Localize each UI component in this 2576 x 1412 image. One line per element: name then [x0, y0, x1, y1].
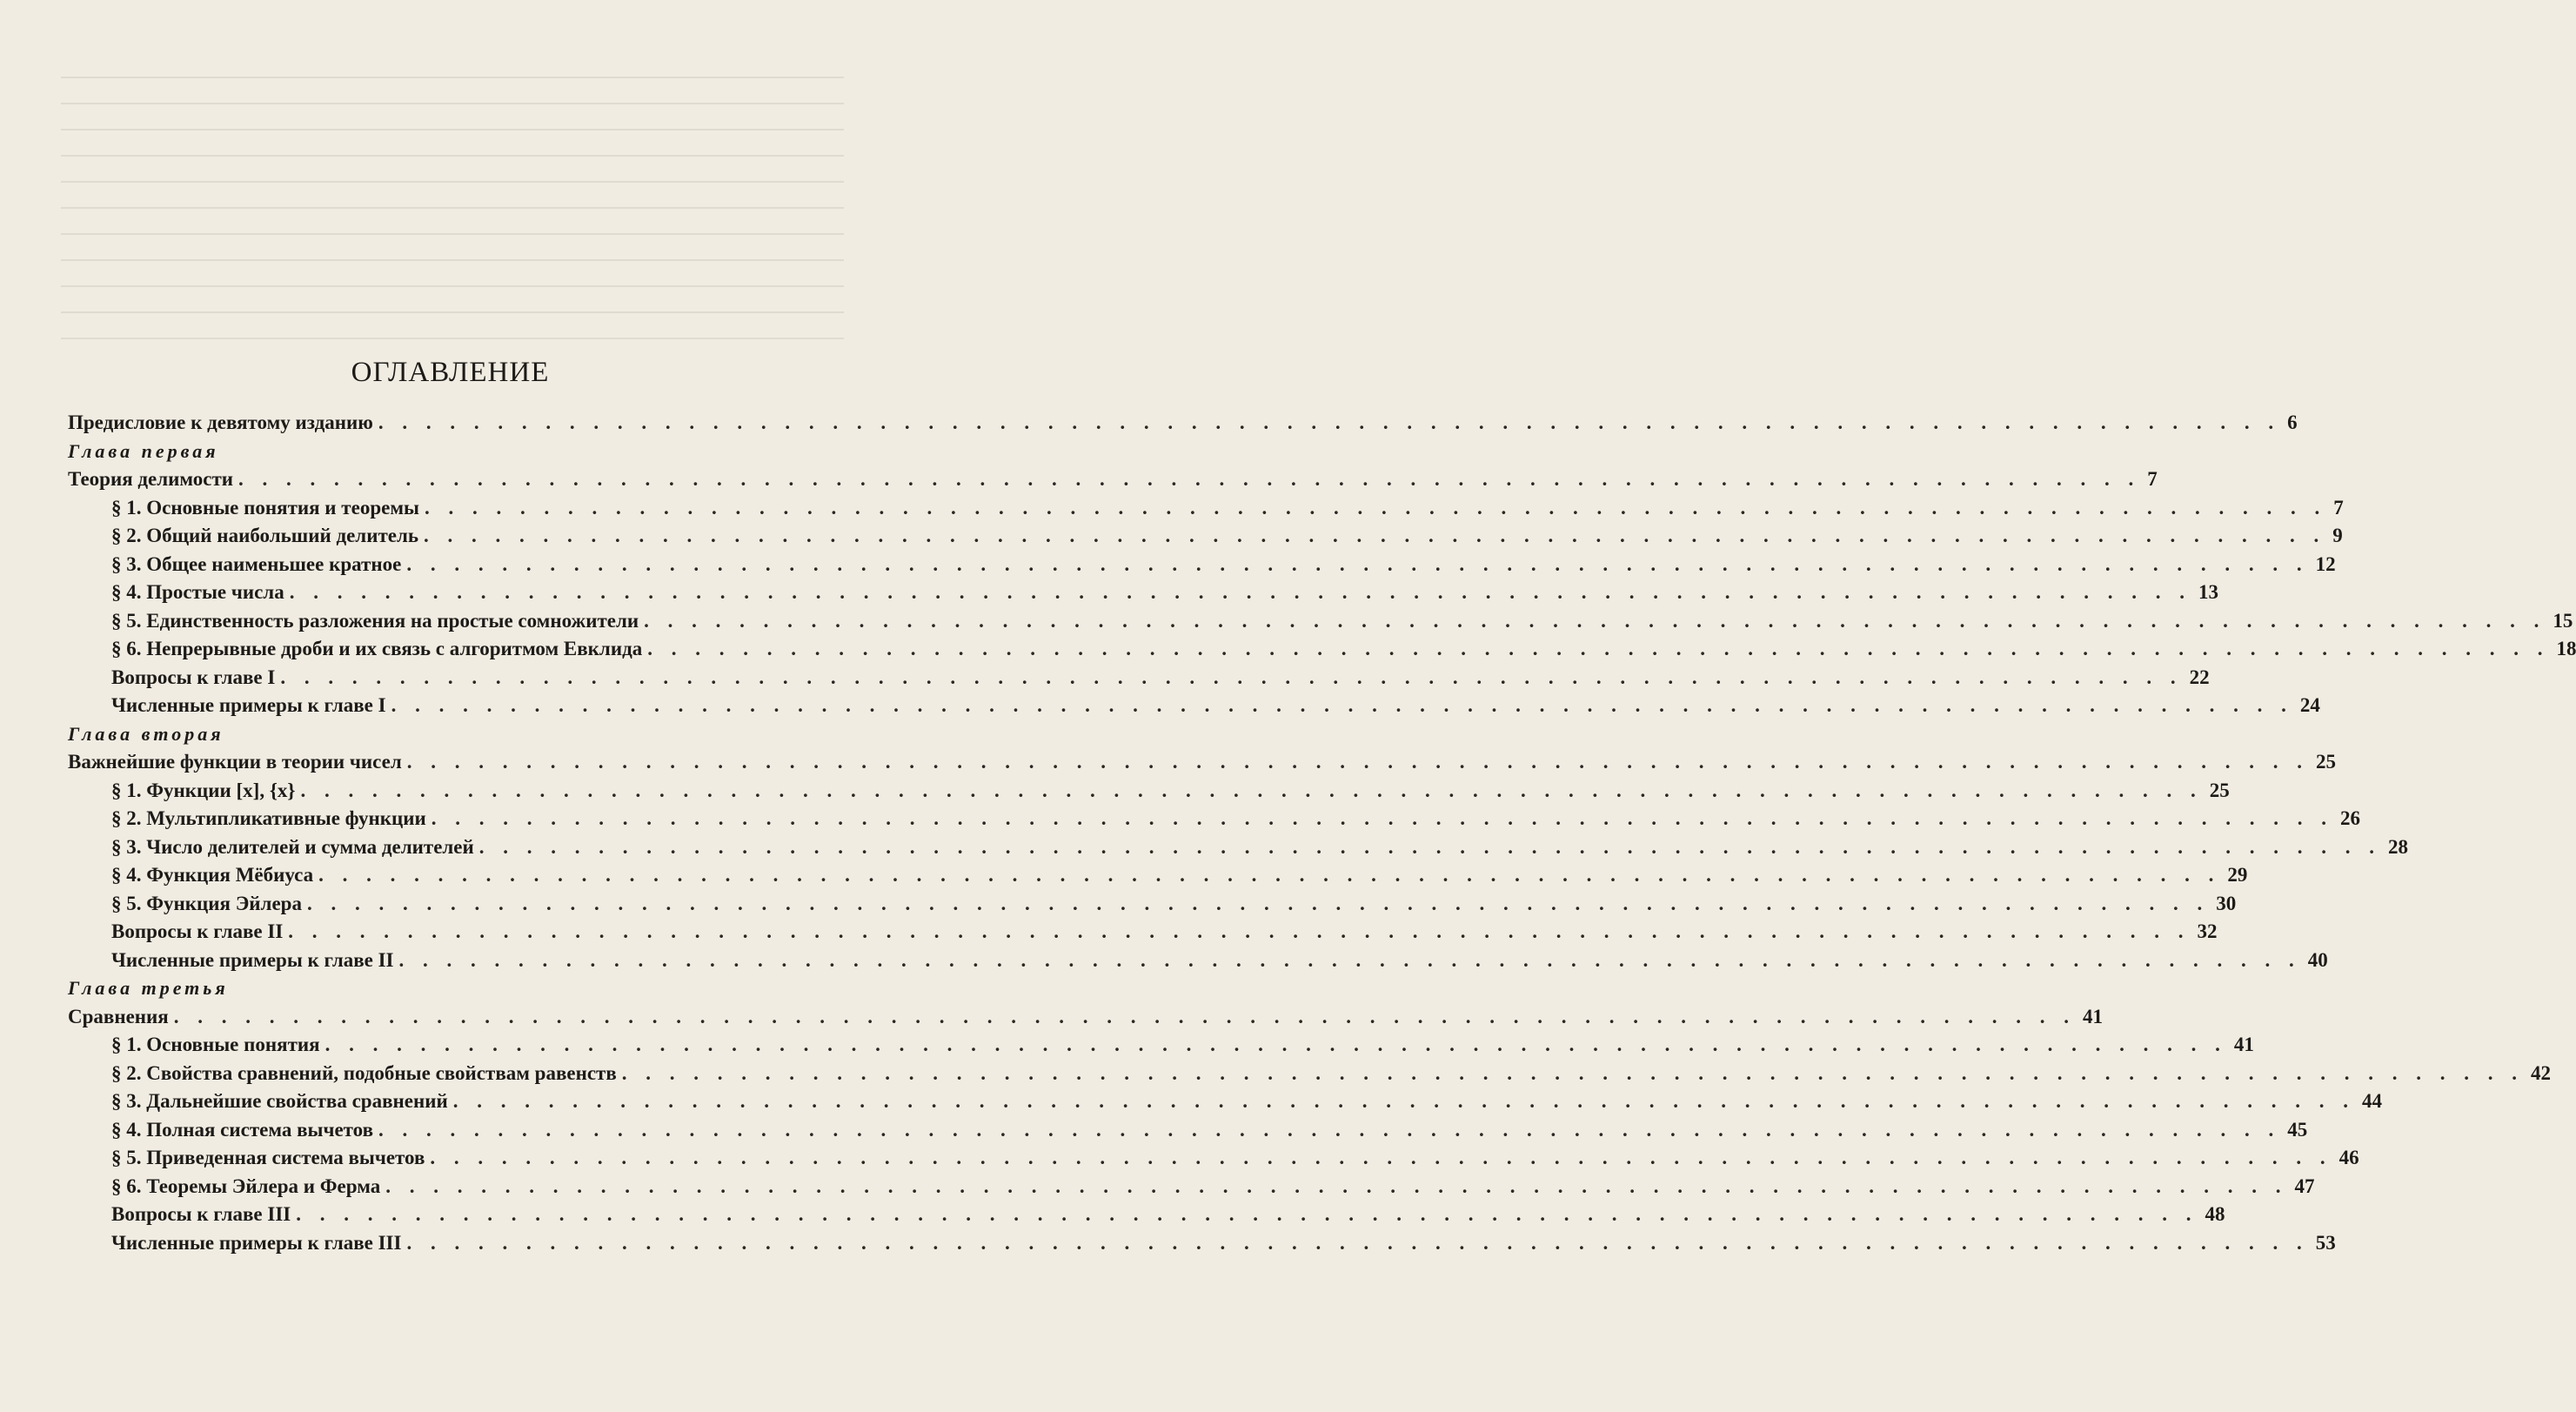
toc-entry — [68, 409, 2298, 438]
entry-title: Сравнения — [68, 1003, 174, 1032]
dot-leader: . . . . . . . . . . . . . . . . . . . . . . . . . . . . . . . . . . . . . . . . . . . . . . . . . . . . . . . . . . . . . . . . . . . . . . . . . . . . . . . . — [398, 948, 2301, 971]
toc-subentry — [68, 1060, 2551, 1088]
toc-subentry — [68, 777, 2230, 806]
entry-title: § 6. Теоремы Эйлера и Ферма — [111, 1173, 385, 1201]
toc-subentry — [68, 805, 2361, 833]
entry-title: Предисловие к девятому изданию — [68, 409, 378, 438]
toc-subentry — [68, 947, 2328, 975]
dot-leader: . . . . . . . . . . . . . . . . . . . . . . . . . . . . . . . . . . . . . . . . . . . . . . . . . . . . . . . . . . . . . . . . . . . . . . . . . . . . . . . . — [621, 1061, 2524, 1084]
toc-subentry — [68, 1201, 2225, 1229]
dot-leader: . . . . . . . . . . . . . . . . . . . . . . . . . . . . . . . . . . . . . . . . . . . . . . . . . . . . . . . . . . . . . . . . . . . . . . . . . . . . . . . . — [318, 864, 2221, 886]
page-number: 7 — [2140, 465, 2158, 494]
dot-leader: . . . . . . . . . . . . . . . . . . . . . . . . . . . . . . . . . . . . . . . . . . . . . . . . . . . . . . . . . . . . . . . . . . . . . . . . . . . . . . . . — [430, 1147, 2332, 1168]
dot-leader: . . . . . . . . . . . . . . . . . . . . . . . . . . . . . . . . . . . . . . . . . . . . . . . . . . . . . . . . . . . . . . . . . . . . . . . . . . . . . . . . — [406, 751, 2310, 773]
dot-leader: . . . . . . . . . . . . . . . . . . . . . . . . . . . . . . . . . . . . . . . . . . . . . . . . . . . . . . . . . . . . . . . . . . . . . . . . . . . . . . . . — [288, 920, 2191, 942]
dot-leader: . . . . . . . . . . . . . . . . . . . . . . . . . . . . . . . . . . . . . . . . . . . . . . . . . . . . . . . . . . . . . . . . . . . . . . . . . . . . . . . . — [300, 779, 2203, 801]
toc-subentry — [68, 551, 2336, 579]
page-number: 48 — [2198, 1201, 2225, 1229]
page-number: 9 — [2325, 522, 2343, 551]
entry-title: Вопросы к главе III — [111, 1201, 296, 1229]
page-number: 40 — [2301, 947, 2328, 975]
dot-leader: . . . . . . . . . . . . . . . . . . . . . . . . . . . . . . . . . . . . . . . . . . . . . . . . . . . . . . . . . . . . . . . . . . . . . . . . . . . . . . . . — [296, 1203, 2198, 1225]
dot-leader: . . . . . . . . . . . . . . . . . . . . . . . . . . . . . . . . . . . . . . . . . . . . . . . . . . . . . . . . . . . . . . . . . . . . . . . . . . . . . . . . — [452, 1090, 2355, 1112]
dot-leader: . . . . . . . . . . . . . . . . . . . . . . . . . . . . . . . . . . . . . . . . . . . . . . . . . . . . . . . . . . . . . . . . . . . . . . . . . . . . . . . . — [289, 581, 2191, 603]
entry-title: § 6. Непрерывные дроби и их связь с алгоритмом Евклида — [111, 635, 647, 664]
entry-title: § 4. Функция Мёбиуса — [111, 861, 318, 890]
toc-subentry — [68, 635, 2576, 664]
page-number: 6 — [2280, 409, 2298, 438]
dot-leader: . . . . . . . . . . . . . . . . . . . . . . . . . . . . . . . . . . . . . . . . . . . . . . . . . . . . . . . . . . . . . . . . . . . . . . . . . . . . . . . . — [385, 1174, 2288, 1197]
entry-title: § 5. Функция Эйлера — [111, 890, 307, 919]
toc-subentry — [68, 607, 2573, 636]
entry-title: § 5. Единственность разложения на простые сомножители — [111, 607, 644, 636]
page-number: 45 — [2280, 1116, 2307, 1145]
page-number: 30 — [2209, 890, 2236, 919]
toc-subentry — [68, 579, 2218, 607]
toc-subentry — [68, 1116, 2308, 1145]
toc-subentry — [68, 918, 2218, 947]
page-number: 22 — [2183, 664, 2210, 693]
dot-leader: . . . . . . . . . . . . . . . . . . . . . . . . . . . . . . . . . . . . . . . . . . . . . . . . . . . . . . . . . . . . . . . . . . . . . . . . . . . . . . . . — [378, 412, 2281, 433]
page-number: 24 — [2293, 692, 2320, 720]
toc-subentry — [68, 861, 2248, 890]
toc-subentry — [68, 1031, 2254, 1060]
entry-title: Численные примеры к главе I — [111, 692, 391, 720]
dot-leader: . . . . . . . . . . . . . . . . . . . . . . . . . . . . . . . . . . . . . . . . . . . . . . . . . . . . . . . . . . . . . . . . . . . . . . . . . . . . . . . . — [378, 1118, 2281, 1141]
toc-subentry — [68, 1087, 2382, 1116]
entry-title: § 3. Общее наименьшее кратное — [111, 551, 406, 579]
entry-title: § 1. Функции [x], {x} — [111, 777, 300, 806]
toc-subentry — [68, 494, 2344, 523]
page-number: 28 — [2381, 833, 2408, 862]
bleed-through-text — [61, 52, 844, 383]
entry-title: Вопросы к главе I — [111, 664, 280, 693]
page-number: 26 — [2333, 805, 2360, 833]
dot-leader: . . . . . . . . . . . . . . . . . . . . . . . . . . . . . . . . . . . . . . . . . . . . . . . . . . . . . . . . . . . . . . . . . . . . . . . . . . . . . . . . — [325, 1034, 2227, 1055]
toc-subentry — [68, 522, 2343, 551]
page-number: 41 — [2076, 1003, 2103, 1032]
toc-subentry — [68, 1144, 2359, 1173]
page-number: 44 — [2355, 1087, 2382, 1116]
toc-subentry — [68, 692, 2320, 720]
page-number: 12 — [2309, 551, 2336, 579]
page-number: 41 — [2227, 1031, 2254, 1060]
toc-entry — [68, 465, 2158, 494]
entry-title: § 5. Приведенная система вычетов — [111, 1144, 430, 1173]
page-number: 47 — [2287, 1173, 2314, 1201]
page-number: 7 — [2326, 494, 2344, 523]
entry-title: § 3. Дальнейшие свойства сравнений — [111, 1087, 453, 1116]
chapter-heading: Глава третья — [68, 977, 229, 999]
toc-subentry — [68, 1229, 2336, 1258]
entry-title: Численные примеры к главе II — [111, 947, 399, 975]
entry-title: § 2. Свойства сравнений, подобные свойствам равенств — [111, 1060, 622, 1088]
entry-title: § 1. Основные понятия — [111, 1031, 325, 1060]
page-number: 13 — [2191, 579, 2218, 607]
entry-title: Теория делимости — [68, 465, 238, 494]
dot-leader: . . . . . . . . . . . . . . . . . . . . . . . . . . . . . . . . . . . . . . . . . . . . . . . . . . . . . . . . . . . . . . . . . . . . . . . . . . . . . . . . — [173, 1005, 2076, 1027]
toc-subentry — [68, 833, 2409, 862]
entry-title: Вопросы к главе II — [111, 918, 288, 947]
page-number: 25 — [2309, 748, 2336, 777]
entry-title: § 2. Общий наибольший делитель — [111, 522, 424, 551]
toc-entry — [68, 748, 2337, 777]
toc-entry — [68, 1003, 2103, 1032]
entry-title: § 3. Число делителей и сумма делителей — [111, 833, 479, 862]
chapter-heading: Глава первая — [68, 439, 219, 462]
page-number: 46 — [2332, 1144, 2359, 1173]
dot-leader: . . . . . . . . . . . . . . . . . . . . . . . . . . . . . . . . . . . . . . . . . . . . . . . . . . . . . . . . . . . . . . . . . . . . . . . . . . . . . . . . — [238, 468, 2141, 490]
entry-title: § 1. Основные понятия и теоремы — [111, 494, 425, 523]
entry-title: § 4. Полная система вычетов — [111, 1116, 378, 1145]
dot-leader: . . . . . . . . . . . . . . . . . . . . . . . . . . . . . . . . . . . . . . . . . . . . . . . . . . . . . . . . . . . . . . . . . . . . . . . . . . . . . . . . — [424, 496, 2327, 519]
entry-title: § 4. Простые числа — [111, 579, 290, 607]
dot-leader: . . . . . . . . . . . . . . . . . . . . . . . . . . . . . . . . . . . . . . . . . . . . . . . . . . . . . . . . . . . . . . . . . . . . . . . . . . . . . . . . — [478, 835, 2382, 858]
toc-subentry — [68, 1173, 2315, 1201]
page-number: 15 — [2546, 607, 2573, 636]
table-of-contents — [68, 409, 2576, 1257]
entry-title: Численные примеры к главе III — [111, 1229, 406, 1258]
entry-title: Важнейшие функции в теории чисел — [68, 748, 407, 777]
toc-subentry — [68, 890, 2237, 919]
page-number: 29 — [2220, 861, 2247, 890]
dot-leader: . . . . . . . . . . . . . . . . . . . . . . . . . . . . . . . . . . . . . . . . . . . . . . . . . . . . . . . . . . . . . . . . . . . . . . . . . . . . . . . . — [431, 807, 2334, 829]
page-title: ОГЛАВЛЕНИЕ — [351, 357, 550, 388]
dot-leader: . . . . . . . . . . . . . . . . . . . . . . . . . . . . . . . . . . . . . . . . . . . . . . . . . . . . . . . . . . . . . . . . . . . . . . . . . . . . . . . . — [644, 609, 2546, 632]
dot-leader: . . . . . . . . . . . . . . . . . . . . . . . . . . . . . . . . . . . . . . . . . . . . . . . . . . . . . . . . . . . . . . . . . . . . . . . . . . . . . . . . — [647, 638, 2550, 659]
page-number: 32 — [2191, 918, 2218, 947]
dot-leader: . . . . . . . . . . . . . . . . . . . . . . . . . . . . . . . . . . . . . . . . . . . . . . . . . . . . . . . . . . . . . . . . . . . . . . . . . . . . . . . . — [406, 552, 2309, 575]
dot-leader: . . . . . . . . . . . . . . . . . . . . . . . . . . . . . . . . . . . . . . . . . . . . . . . . . . . . . . . . . . . . . . . . . . . . . . . . . . . . . . . . — [280, 666, 2183, 688]
page-number: 25 — [2203, 777, 2230, 806]
page-number: 53 — [2309, 1229, 2336, 1258]
page-number: 18 — [2549, 635, 2576, 664]
toc-subentry — [68, 664, 2210, 693]
dot-leader: . . . . . . . . . . . . . . . . . . . . . . . . . . . . . . . . . . . . . . . . . . . . . . . . . . . . . . . . . . . . . . . . . . . . . . . . . . . . . . . . — [406, 1231, 2309, 1254]
page-number: 42 — [2524, 1060, 2551, 1088]
dot-leader: . . . . . . . . . . . . . . . . . . . . . . . . . . . . . . . . . . . . . . . . . . . . . . . . . . . . . . . . . . . . . . . . . . . . . . . . . . . . . . . . — [391, 694, 2293, 716]
entry-title: § 2. Мультипликативные функции — [111, 805, 432, 833]
chapter-heading: Глава вторая — [68, 722, 224, 745]
dot-leader: . . . . . . . . . . . . . . . . . . . . . . . . . . . . . . . . . . . . . . . . . . . . . . . . . . . . . . . . . . . . . . . . . . . . . . . . . . . . . . . . — [306, 892, 2210, 914]
dot-leader: . . . . . . . . . . . . . . . . . . . . . . . . . . . . . . . . . . . . . . . . . . . . . . . . . . . . . . . . . . . . . . . . . . . . . . . . . . . . . . . . — [424, 525, 2326, 546]
